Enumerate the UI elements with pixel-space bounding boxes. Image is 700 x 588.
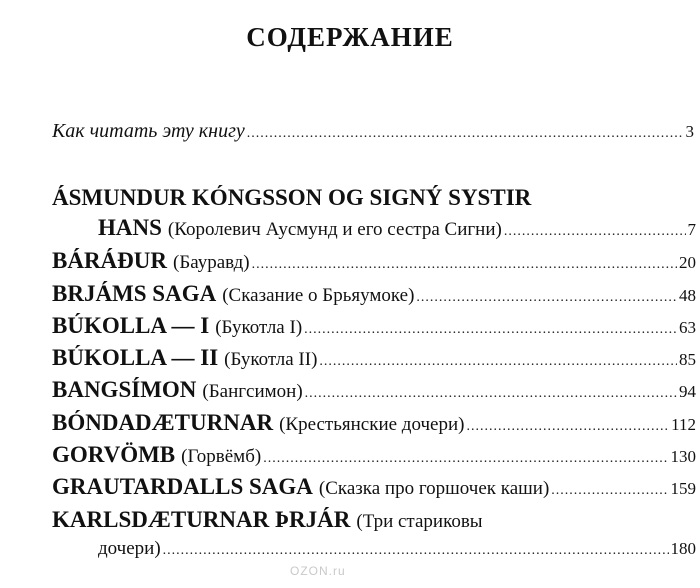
leader-dots [304,322,677,338]
toc-entry-translation: (Сказка про горшочек каши) [318,478,550,499]
toc-entry-title: Как читать эту книгу [52,120,245,142]
leader-dots [163,543,669,559]
toc-entry[interactable] [98,215,696,241]
leader-dots [416,290,677,306]
toc-page-number: 7 [687,220,696,239]
toc-entry-title: BÁRÁÐUR [52,248,167,273]
toc-entry-translation: дочери) [98,538,161,559]
leader-dots [305,386,677,402]
toc-entry[interactable] [98,538,696,560]
toc-entry[interactable] [52,281,696,307]
leader-dots [252,257,677,273]
toc-entry-title: BÓNDADÆTURNAR [52,410,274,435]
toc-entry-title-line[interactable] [52,507,672,533]
toc-page-number: 3 [685,122,694,141]
toc-page-number: 130 [670,447,696,466]
toc-entry-translation: (Бауравд) [173,252,250,273]
toc-entry-title: GRAUTARDALLS SAGA [52,474,313,499]
toc-page-number: 48 [679,286,696,305]
leader-dots [551,483,668,499]
leader-dots [247,126,684,142]
toc-entry[interactable] [52,442,696,468]
toc-entry-title-line[interactable] [52,185,672,211]
toc-entry[interactable] [52,377,696,403]
toc-entry-translation: (Крестьянские дочери) [279,414,465,435]
leader-dots [319,354,677,370]
toc-entry-translation: (Горвёмб) [181,446,262,467]
toc-entry-title: BÚKOLLA — I [52,313,210,338]
toc-entry-translation: (Букотла II) [224,349,318,370]
toc-page-number: 85 [679,350,696,369]
toc-entry-translation: (Сказание о Брьяумоке) [222,285,415,306]
watermark: OZON.ru [290,564,346,578]
toc-page-number: 94 [679,382,696,401]
leader-dots [504,224,686,240]
toc-entry-translation: (Бангсимон) [202,381,303,402]
toc-entry[interactable] [52,410,696,436]
toc-page-number: 159 [670,479,696,498]
toc-entry[interactable] [52,345,696,371]
toc-page-number: 112 [671,415,696,434]
toc-entry[interactable] [52,313,696,339]
toc-entry[interactable] [52,474,696,500]
toc-page-number: 20 [679,253,696,272]
leader-dots [466,419,669,435]
page-heading: СОДЕРЖАНИЕ [246,22,454,52]
toc-entry-translation: (Королевич Аусмунд и его сестра Сигни) [167,219,502,240]
leader-dots [263,451,668,467]
toc-page-number: 63 [679,318,696,337]
toc-entry-title: BANGSÍMON [52,377,197,402]
toc-entry-translation: (Букотла I) [215,317,303,338]
toc-entry[interactable] [52,248,696,274]
toc-entry-title: GORVÖMB [52,442,176,467]
toc-entry-translation: (Три стариковы [356,511,483,532]
toc-entry-title: KARLSDÆTURNAR ÞRJÁR [52,507,351,532]
toc-entry-title: BÚKOLLA — II [52,345,219,370]
toc-page-number: 180 [670,539,696,558]
toc-entry-title: ÁSMUNDUR KÓNGSSON OG SIGNÝ SYSTIR [52,185,532,210]
toc-entry-intro[interactable] [52,120,694,143]
toc-entry-title: BRJÁMS SAGA [52,281,217,306]
toc-entry-title: HANS [98,215,162,240]
